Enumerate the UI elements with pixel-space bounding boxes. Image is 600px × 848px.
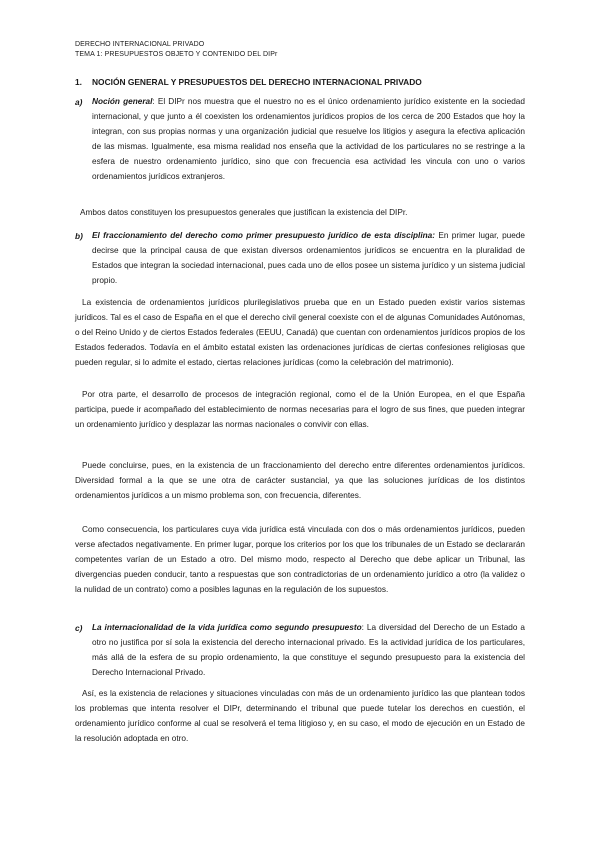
paragraph-plurilegislativos: La existencia de ordenamientos jurídicos plurilegislativos prueba que en un Estado pueden existir varios sistemas jurídicos. Tal es el caso de España en el que el derecho civil general coexiste con el de algunas Comunidades Autónomas, o del Reino Unido y de ciertos Estados federales (EEUU, Canadá) que cuentan con ordenamientos jurídicos propios de los Estados federados. Todavía en el ámbito estatal existen las ordenaciones jurídicas de ciertas confesiones religiosas que pueden regular, si lo admite el estado, ciertas relaciones jurídicas (como la celebración del matrimonio). <box>75 298 525 368</box>
paragraph-ambos: Ambos datos constituyen los presupuestos generales que justifican la existencia del DIPr. <box>80 208 408 217</box>
item-c-body: : La diversidad del Derecho de un Estado a otro no justifica por sí sola la existencia del derecho internacional privado. Es la actividad jurídica de los particulares, más allá de la esfera de su propio ordenamiento, la que constituye el segundo presupuesto para la existencia del Derecho Internacional Privado. <box>92 623 525 678</box>
item-c-label: c) <box>75 623 83 633</box>
section-heading <box>75 77 422 87</box>
item-b-body: En primer lugar, puede decirse que la principal causa de que existan diversos ordenamientos jurídicos se encuentra en la pluralidad de Estados que integran la sociedad internacional, pues cada uno de ellos posee un sistema jurídico y un sistema judicial propio. <box>92 231 526 286</box>
item-a-title: Noción general <box>92 97 153 106</box>
paragraph-conclusion: Así, es la existencia de relaciones y situaciones vinculadas con más de un ordenamiento jurídico las que plantean todos los problemas que intenta resolver el DIPr, determinando el tribunal que puede tutelar los derechos en cuestión, el ordenamiento jurídico conforme al cual se resolverá el tema litigioso y, en su caso, el modo de ejecución en un Estado de la resolución adoptada en otro. <box>75 689 525 744</box>
header-course: DERECHO INTERNACIONAL PRIVADO <box>75 41 205 48</box>
item-a-paragraph <box>92 94 525 185</box>
item-c-title: La internacionalidad de la vida jurídica como segundo presupuesto <box>92 623 362 632</box>
header-topic: TEMA 1: PRESUPUESTOS OBJETO Y CONTENIDO DEL DIPr <box>75 51 278 58</box>
item-b-paragraph <box>92 228 525 288</box>
paragraph-integracion: Por otra parte, el desarrollo de procesos de integración regional, como el de la Unión Europea, en el que España participa, puede ir acompañado del establecimiento de normas necesarias para el logro de sus fines, que pueden integrar un ordenamiento jurídico y desplazar las normas nacionales o convivir con ellas. <box>75 390 525 430</box>
heading-title: NOCIÓN GENERAL Y PRESUPUESTOS DEL DERECHO INTERNACIONAL PRIVADO <box>92 77 422 87</box>
item-a-label: a) <box>75 97 83 107</box>
paragraph-consecuencia: Como consecuencia, los particulares cuya vida jurídica está vinculada con dos o más ordenamientos jurídicos, pueden verse afectados negativamente. En primer lugar, porque los criterios por los que los tribunales de un Estado se declararán competentes varían de un Estado a otro. Del mismo modo, respecto al Derecho que debe aplicar un Tribunal, las divergencias pueden conducir, tanto a respuestas que son contradictorias de un ordenamiento jurídico a otro (la validez o la nulidad de un contrato) como a posibles lagunas en la regulación de los supuestos. <box>75 525 525 595</box>
item-a-body: : El DIPr nos muestra que el nuestro no es el único ordenamiento jurídico existente en la sociedad internacional, y que junto a él coexisten los ordenamientos jurídicos propios de los cerca de 200 Estados que hoy la integran, con sus propias normas y una organización judicial que resuelve los litigios y asegura la efectiva aplicación de las mismas. Igualmente, esa misma realidad nos enseña que la actividad de los particulares no se restringe a la esfera de nuestro ordenamiento jurídico, sino que con frecuencia esa actividad les vincula con uno o varios ordenamientos jurídicos extranjeros. <box>92 97 525 182</box>
heading-number: 1. <box>75 77 82 87</box>
item-c-paragraph <box>92 620 525 680</box>
paragraph-fraccionamiento: Puede concluirse, pues, en la existencia de un fraccionamiento del derecho entre diferentes ordenamientos jurídicos. Diversidad formal a la que se une otra de carácter sustancial, ya que las soluciones jurídicas de los distintos ordenamientos jurídicos a un mismo problema son, con frecuencia, diferentes. <box>75 461 525 501</box>
item-b-label: b) <box>75 231 83 241</box>
item-b-title: El fraccionamiento del derecho como primer presupuesto jurídico de esta disciplina: <box>92 231 435 240</box>
